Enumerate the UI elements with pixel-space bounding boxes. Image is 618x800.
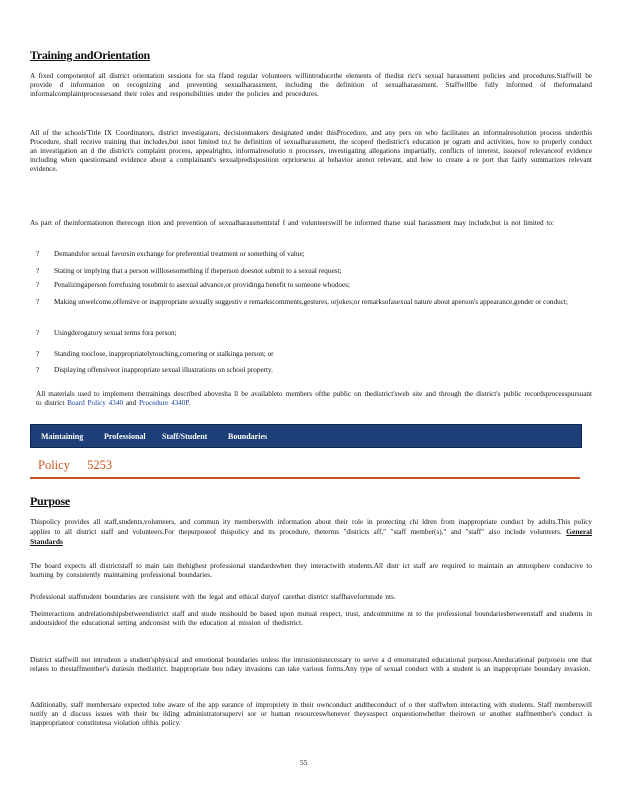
board-policy-link[interactable]: Board Policy 4340	[67, 399, 124, 407]
purpose-paragraph-1	[30, 518, 592, 547]
policy-label: Policy	[38, 458, 70, 472]
purpose-paragraph-6: Additionally, staff membersare expected tobe aware of the app earance of impropriety in their ownconduct andtheconduct of o ther staffwhen interacting with students. Staff memberswill notify an d discuss issues with their bu ilding administratorsupervi sor or human resourceswhenever theysuspect orquestionwhether theirown or another staffmember's conduct is inappropriateor constitutesa violation ofthis policy.	[30, 701, 592, 727]
training-heading: Training andOrientation	[30, 48, 150, 62]
bullet-mark: ?	[36, 281, 40, 289]
bullet-mark: ?	[36, 250, 40, 258]
purpose-paragraph-5: District staffwill not intrudeon a student'sphysical and emotional boundaries unless the intrusionisnecessary to serve a d emonstrated educational purpose.Aneducational purposeis one that relates to thestaffmember's dutiesin thedistrict. Inappropriate bou ndary invasions can take various forms.Any type of sexual conduct with a student is an inappropriate boundary invasion.	[30, 656, 592, 673]
list-item-text: Displaying offensiveor inappropriate sexual illustrations on school property.	[54, 366, 273, 374]
end-period: .	[188, 399, 191, 407]
training-paragraph-1: A fixed componentof all district orientation sessions for sta ffand regular volunteers willintroducethe elements of thedist rict's sexual harassment policies and procedures.Staffwill be provide d information on recognizing and preventing sexualharassment, including the definition of sexualharassment. Staffwillbe fully informed of theformaland informalcomplaintprocessesand their roles and responsibilities under the policies and procedures.	[30, 72, 592, 98]
list-item-text: Stating or implying that a person willlosesomething if theperson doesnot submit to a sexual request;	[54, 267, 342, 275]
policy-divider	[30, 477, 580, 479]
bar-label-staff-student: Staff/Student	[162, 432, 208, 441]
bullet-mark: ?	[36, 298, 40, 306]
procedure-link[interactable]: Procedure 4340P	[139, 399, 189, 407]
bar-label-boundaries: Boundaries	[228, 432, 268, 441]
policy-number: 5253	[87, 458, 113, 472]
list-item-text: Penalizingaperson forrefusing tosubmit to asexual advance,or providinga benefit to someone whodoes;	[54, 281, 351, 289]
bullet-mark: ?	[36, 350, 40, 358]
and-text: and	[125, 399, 137, 407]
list-item-text: Making unwelcome,offensive or inappropriate sexually suggestiv e remarkscomments,gestures, orjokes;or remarksofasexual nature about aperson's appearance,gender or conduct;	[54, 298, 568, 306]
purpose-paragraph-3: Professional staffstudent boundaries are consistent with the legal and ethical dutyof carethat district staffhavefortstude nts.	[30, 593, 396, 601]
bullet-mark: ?	[36, 329, 40, 337]
purpose-paragraph-2: The board expects all districtstaff to main tain thehighest professional standardswhen they interactwith students.All distr ict staff are required to maintain an atmosphere conducive to learning by consistently maintaining professional boundaries.	[30, 562, 592, 579]
list-item-text: Standing tooclose, inappropriatelytouching,cornering or stalkinga person; or	[54, 350, 274, 358]
bullet-mark: ?	[36, 366, 40, 374]
training-paragraph-2: All of the schools'Title IX Coordinators, district investigators, decisionmakers designated under thisProcedure, and any pers on who facilitates an informalresolution process underthis Procedure, shall receive training that includes,but isnot limited to,t he definition of sexualharassment, the scopeof thedistrict's education pr ogram and activities, how to properly conduct an investigation an d the district's complaint process, appealrights, informalresolutio n processes, investigating allegations impartially, conflicts of interest, issuesof relevanceof evidence including when questionsand evidence about a complainant's sexualpredisposition orpriorsexu al behavior arenot relevant, and how to create a re port that fairly summarizes relevant evidence.	[30, 129, 592, 173]
list-item-text: Usingderogatory sexual terms fora person;	[54, 329, 177, 337]
page-number: 55	[300, 758, 308, 767]
materials-text: All materials used to implement thetrainings described abovesha ll be availableto members ofthe public on thedistrict'sweb site and through the district's public recordsprocesspursuant to district	[36, 390, 592, 407]
policy-title	[38, 458, 112, 473]
bar-label-maintaining: Maintaining	[41, 432, 84, 441]
training-paragraph-3: As part of theinformationon therecogn ition and prevention of sexualharassmentstaf f and volunteerswill be informed thatse xual harassment may include,but is not limited to:	[30, 219, 555, 227]
section-title-bar	[30, 424, 582, 448]
general-standards-heading: General Standards	[30, 527, 592, 546]
purpose-paragraph-4: Theinteractions andrelationshipsbetweendistrict staff and stude ntsshould be based upon mutual respect, trust, andcommitme nt to the professional boundariesbetweenstaff and students in andoutsideof the educational setting andconsist with the education al mission of thedistrict.	[30, 610, 592, 627]
training-paragraph-4	[36, 390, 592, 408]
bar-label-professional: Professional	[104, 432, 146, 441]
list-item-text: Demandsfor sexual favorsin exchange for preferential treatment or something of value;	[54, 250, 305, 258]
purpose-heading: Purpose	[30, 494, 70, 508]
bullet-mark: ?	[36, 267, 40, 275]
purpose-text: Thispolicy provides all staff,students,volunteers, and commun ity memberswith information about their role in protecting chi ldren from inappropriate conduct by adults.This policy applies to all district staff and volunteers.For thepurposeof thispolicy and its procedure, theterms "districts aff," "staff member(s)," and "staff" also include volunteers.	[30, 518, 592, 536]
